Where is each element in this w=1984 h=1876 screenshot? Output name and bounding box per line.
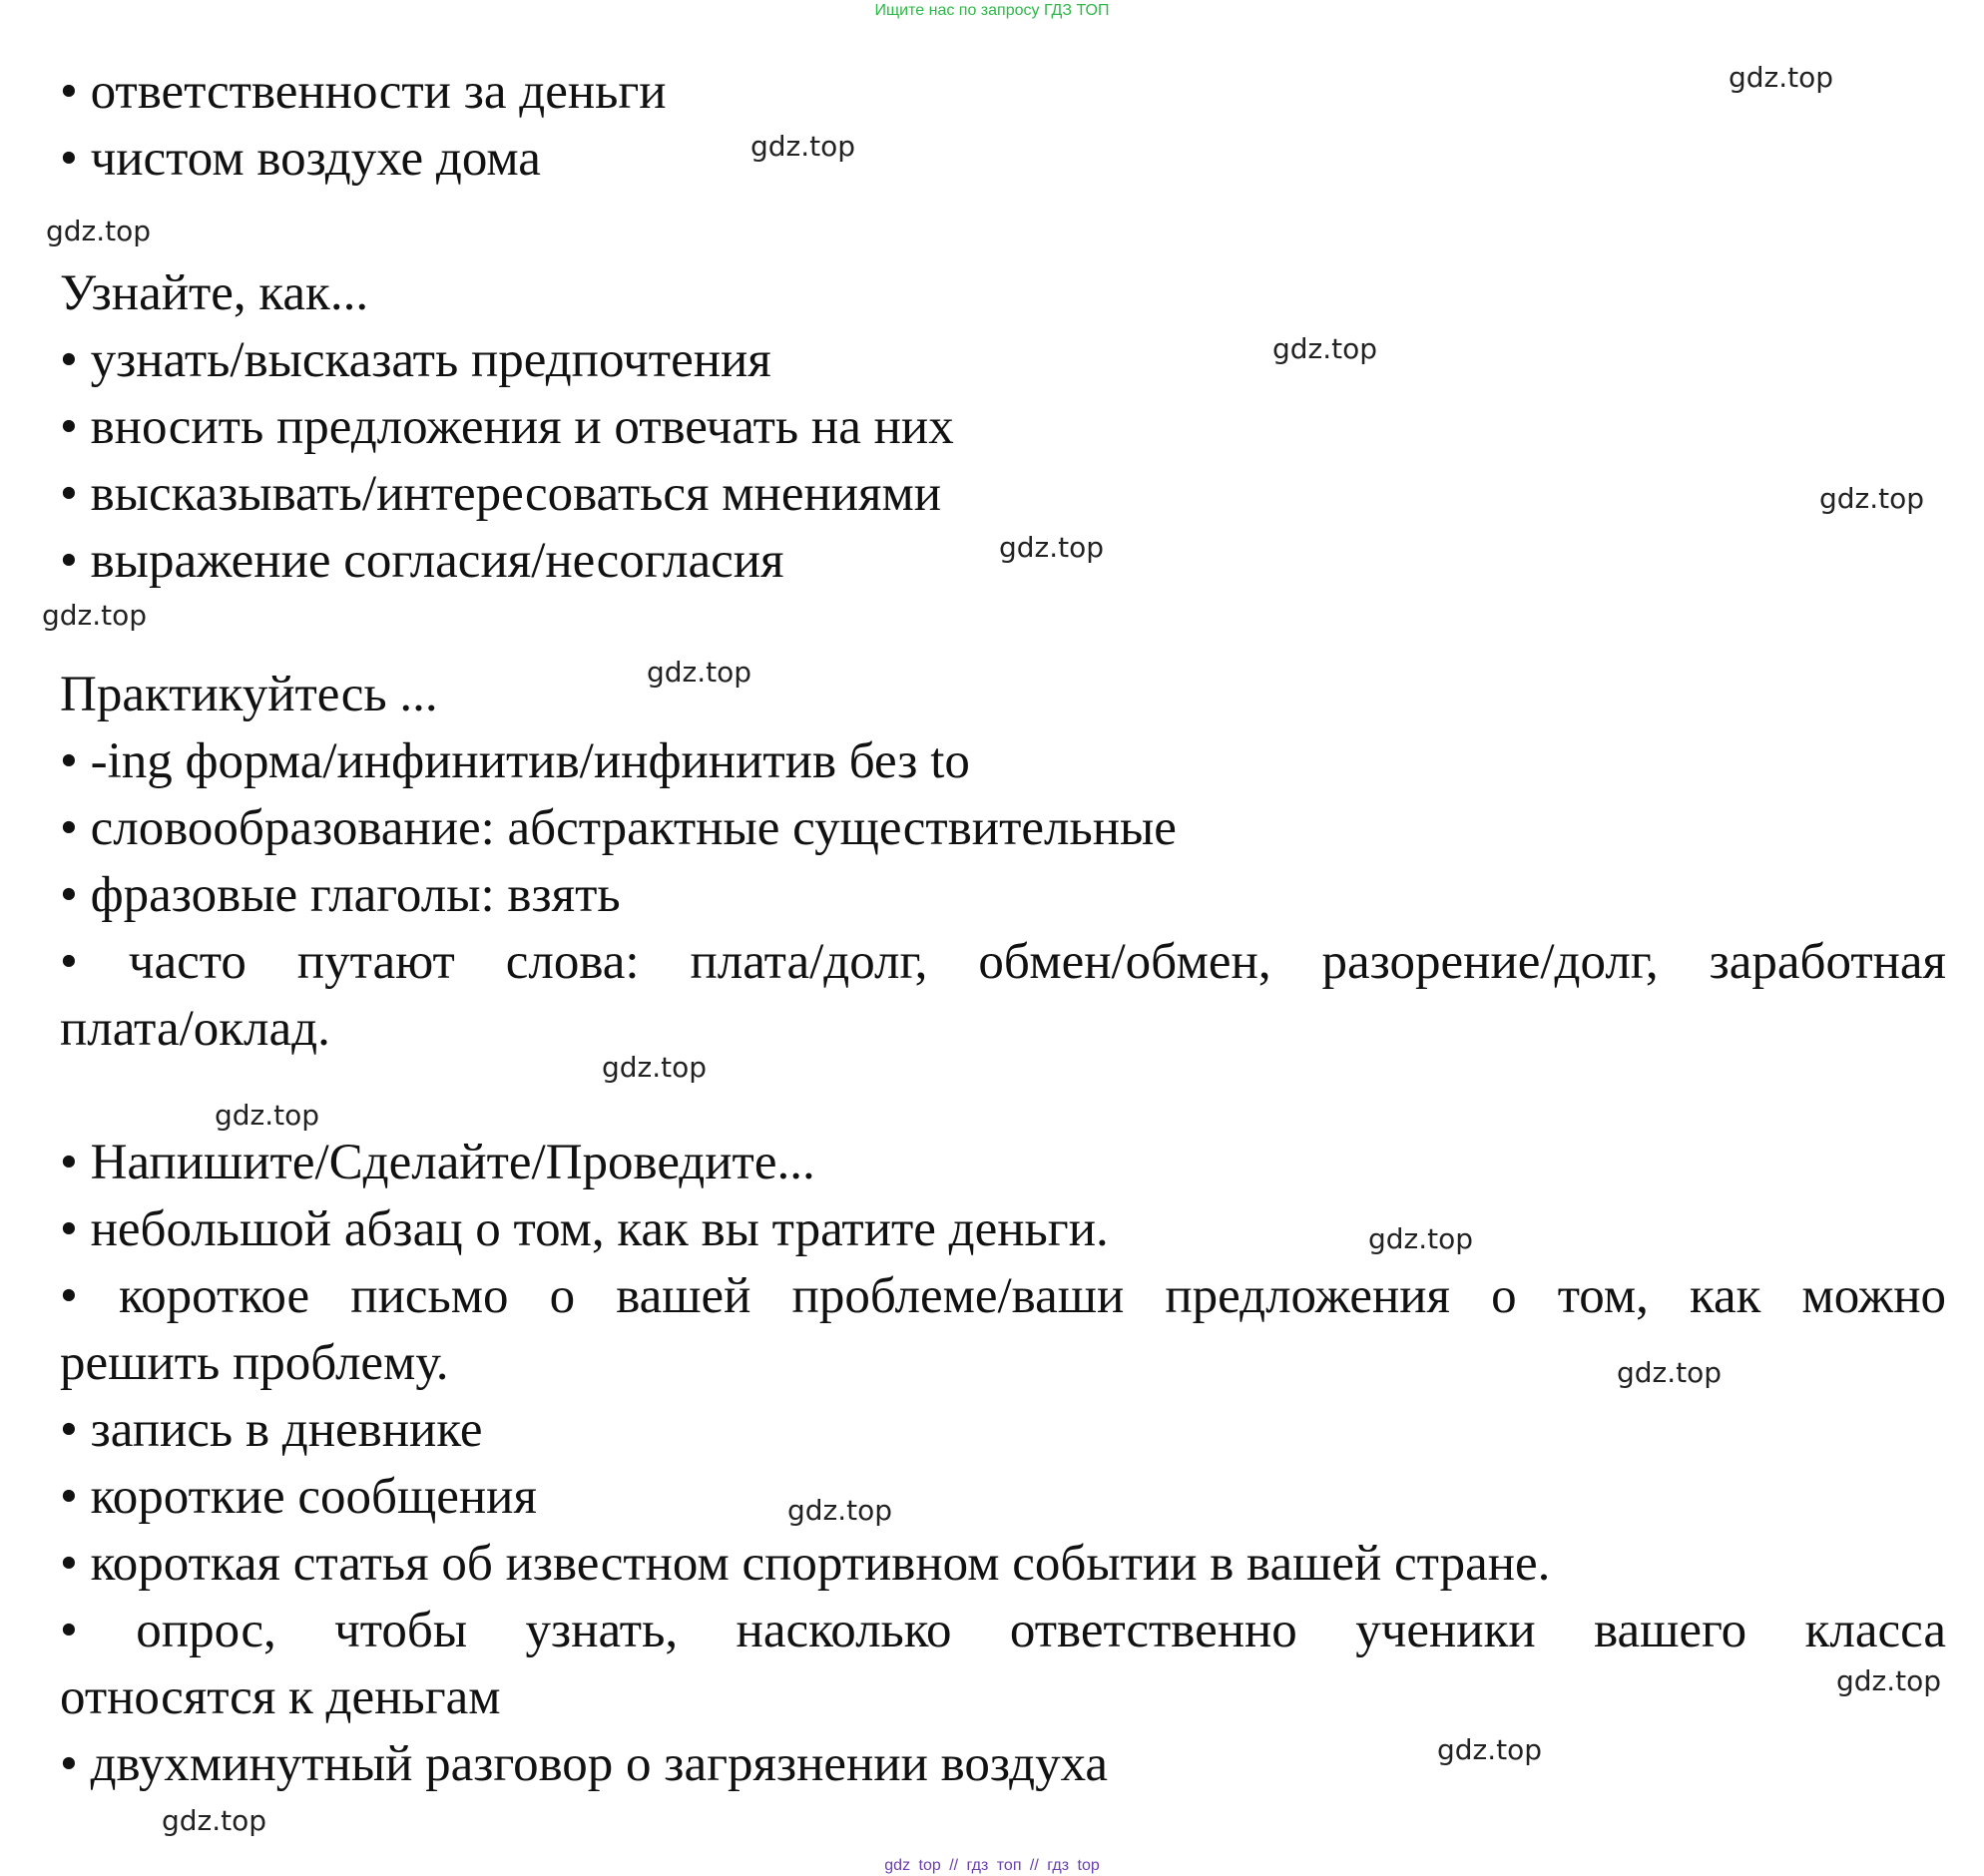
section-heading-learn: Узнайте, как... [60, 265, 369, 321]
text-line-preferences: • узнать/высказать предпочтения [60, 332, 771, 388]
text-line-agreement: • выражение согласия/несогласия [60, 533, 784, 589]
text-line-opinions: • высказывать/интересоваться мнениями [60, 466, 942, 522]
footer-watermark: gdz top // гдз топ // гдз top [884, 1857, 1100, 1874]
watermark: gdz.top [1368, 1222, 1474, 1255]
section-heading-write: • Напишите/Сделайте/Проведите... [60, 1135, 815, 1190]
watermark: gdz.top [1437, 1733, 1543, 1766]
text-line-diary-entry: • запись в дневнике [60, 1402, 483, 1458]
text-line-short-letter-cont: решить проблему. [60, 1335, 449, 1391]
text-line-word-formation: • словообразование: абстрактные существительные [60, 800, 1177, 856]
text-line-survey-cont: относятся к деньгам [60, 1669, 501, 1725]
watermark: gdz.top [1272, 332, 1378, 365]
watermark: gdz.top [999, 531, 1105, 564]
watermark: gdz.top [162, 1804, 267, 1837]
watermark: gdz.top [1729, 61, 1834, 94]
text-line-clean-air: • чистом воздухе дома [60, 131, 541, 187]
text-line-paragraph: • небольшой абзац о том, как вы тратите деньги. [60, 1201, 1109, 1257]
watermark: gdz.top [215, 1099, 320, 1132]
watermark: gdz.top [750, 130, 856, 163]
text-line-short-letter: • короткое письмо о вашей проблеме/ваши предложения о том, как можно [60, 1268, 1946, 1324]
section-heading-practise: Практикуйтесь ... [60, 667, 438, 722]
text-line-ing-form: • -ing форма/инфинитив/инфинитив без to [60, 733, 970, 789]
watermark: gdz.top [647, 656, 752, 689]
text-line-article: • короткая статья об известном спортивном событии в вашей стране. [60, 1536, 1551, 1592]
watermark: gdz.top [46, 215, 152, 247]
text-line-short-messages: • короткие сообщения [60, 1469, 537, 1525]
watermark: gdz.top [602, 1051, 708, 1084]
top-banner: Ищите нас по запросу ГДЗ ТОП [874, 2, 1110, 19]
watermark: gdz.top [1819, 482, 1925, 515]
text-line-confused-words: • часто путают слова: плата/долг, обмен/обмен, разорение/долг, заработная [60, 934, 1946, 990]
watermark: gdz.top [42, 599, 148, 632]
watermark: gdz.top [1617, 1356, 1723, 1389]
text-line-survey: • опрос, чтобы узнать, насколько ответственно ученики вашего класса [60, 1603, 1946, 1658]
text-line-responsibility: • ответственности за деньги [60, 64, 667, 120]
watermark: gdz.top [787, 1494, 893, 1527]
watermark: gdz.top [1836, 1664, 1942, 1697]
text-line-suggestions: • вносить предложения и отвечать на них [60, 399, 954, 455]
text-line-confused-words-cont: плата/оклад. [60, 1001, 330, 1057]
text-line-phrasal-verbs: • фразовые глаголы: взять [60, 867, 621, 923]
text-line-talk: • двухминутный разговор о загрязнении воздуха [60, 1736, 1109, 1792]
